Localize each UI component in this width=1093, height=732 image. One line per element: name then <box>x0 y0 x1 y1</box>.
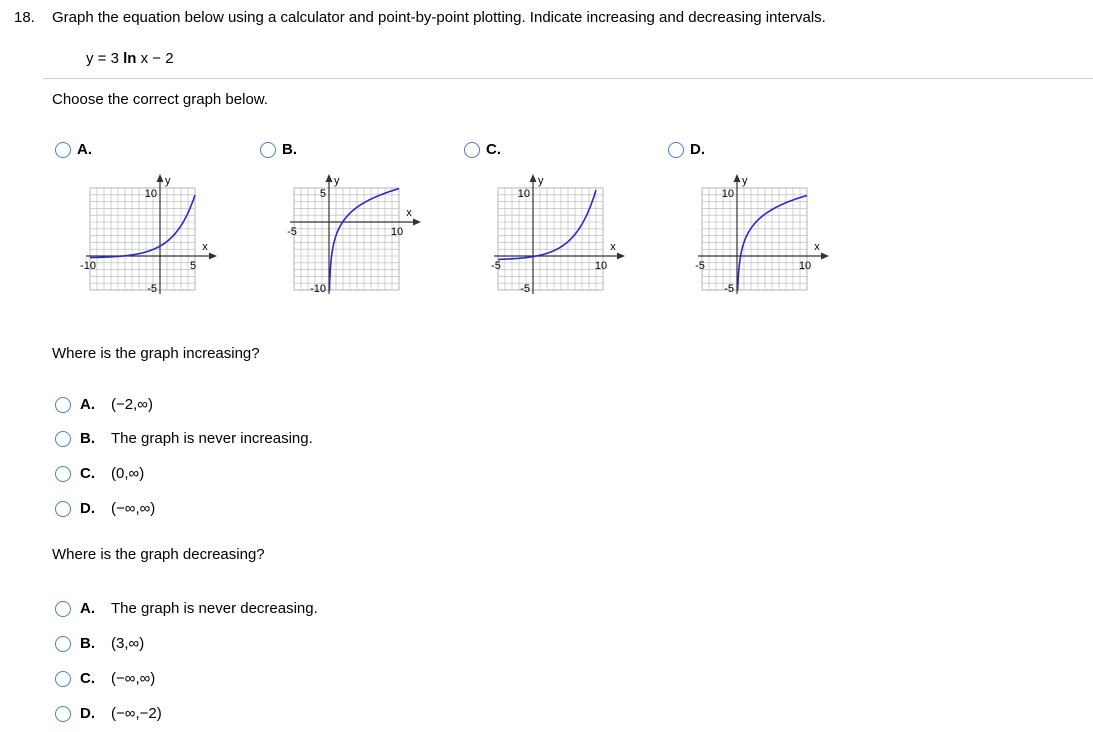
x-axis-label: x <box>406 207 412 219</box>
option-letter: D. <box>80 500 95 517</box>
y-axis-arrow <box>157 174 164 182</box>
radio-button[interactable] <box>55 501 71 517</box>
tick-label-ymax: 10 <box>517 188 530 200</box>
graph-a[interactable] <box>74 168 224 298</box>
choose-prompt: Choose the correct graph below. <box>52 91 268 108</box>
equation-suffix: x − 2 <box>136 50 174 67</box>
option-letter: B. <box>80 635 95 652</box>
x-axis-arrow <box>209 253 217 260</box>
grid-frame <box>90 188 195 290</box>
option-letter: D. <box>80 705 95 722</box>
radio-button[interactable] <box>260 142 276 158</box>
increasing-prompt: Where is the graph increasing? <box>52 345 260 362</box>
option-letter: C. <box>80 465 95 482</box>
y-axis-arrow <box>530 174 537 182</box>
tick-label-xmin: -10 <box>80 260 96 272</box>
decreasing-option-a[interactable] <box>55 600 318 617</box>
tick-label-ymin: -10 <box>310 283 326 295</box>
graph-option-b[interactable] <box>260 141 297 158</box>
option-text: (−2,∞) <box>111 396 153 413</box>
x-axis-arrow <box>413 219 421 226</box>
tick-label-xmax: 5 <box>189 260 197 272</box>
radio-button[interactable] <box>668 142 684 158</box>
tick-label-xmin: -5 <box>491 260 501 272</box>
radio-button[interactable] <box>464 142 480 158</box>
option-text: The graph is never decreasing. <box>111 600 318 617</box>
decreasing-option-d[interactable] <box>55 705 162 722</box>
radio-button[interactable] <box>55 431 71 447</box>
option-text: (0,∞) <box>111 465 145 482</box>
tick-label-ymin: -5 <box>520 283 530 295</box>
x-axis-label: x <box>202 241 208 253</box>
option-letter: A. <box>77 141 92 158</box>
option-letter: C. <box>80 670 95 687</box>
y-axis-label: y <box>165 175 171 187</box>
option-letter: B. <box>80 430 95 447</box>
option-letter: A. <box>80 396 95 413</box>
divider <box>43 78 1093 79</box>
x-axis-arrow <box>821 253 829 260</box>
tick-label-ymax: 10 <box>721 188 734 200</box>
option-letter: A. <box>80 600 95 617</box>
question-text: Graph the equation below using a calculator and point-by-point plotting. Indicate increasing and decreasing intervals. <box>52 9 826 26</box>
tick-label-ymax: 10 <box>144 188 157 200</box>
x-axis-label: x <box>814 241 820 253</box>
option-letter: B. <box>282 141 297 158</box>
option-text: The graph is never increasing. <box>111 430 313 447</box>
y-axis-arrow <box>326 174 333 182</box>
graph-option-c[interactable] <box>464 141 501 158</box>
increasing-option-b[interactable] <box>55 430 313 447</box>
y-axis-label: y <box>742 175 748 187</box>
increasing-option-d[interactable] <box>55 500 155 517</box>
graph-b[interactable] <box>278 168 428 298</box>
decreasing-prompt: Where is the graph decreasing? <box>52 546 265 563</box>
option-letter: D. <box>690 141 705 158</box>
tick-label-xmax: 10 <box>798 260 812 272</box>
decreasing-option-b[interactable] <box>55 635 144 652</box>
graph-c[interactable] <box>482 168 632 298</box>
tick-label-xmin: -5 <box>287 226 297 238</box>
graph-option-d[interactable] <box>668 141 705 158</box>
option-letter: C. <box>486 141 501 158</box>
radio-button[interactable] <box>55 397 71 413</box>
increasing-option-c[interactable] <box>55 465 144 482</box>
equation-ln: ln <box>123 50 137 67</box>
radio-button[interactable] <box>55 601 71 617</box>
tick-label-xmin: -5 <box>695 260 705 272</box>
radio-button[interactable] <box>55 706 71 722</box>
option-text: (−∞,∞) <box>111 670 156 687</box>
x-axis-arrow <box>617 253 625 260</box>
option-text: (−∞,∞) <box>111 500 156 517</box>
tick-label-ymin: -5 <box>147 283 157 295</box>
tick-label-xmax: 10 <box>390 226 404 238</box>
graph-d[interactable] <box>686 168 836 298</box>
option-text: (3,∞) <box>111 635 145 652</box>
equation-prefix: y = 3 <box>86 50 124 67</box>
equation <box>86 50 174 67</box>
y-axis-label: y <box>538 175 544 187</box>
grid-frame <box>294 188 399 290</box>
radio-button[interactable] <box>55 671 71 687</box>
y-axis-label: y <box>334 175 340 187</box>
grid-frame <box>498 188 603 290</box>
grid-frame <box>702 188 807 290</box>
radio-button[interactable] <box>55 636 71 652</box>
tick-label-ymax: 5 <box>319 188 326 200</box>
option-text: (−∞,−2) <box>111 705 162 722</box>
increasing-option-a[interactable] <box>55 396 153 413</box>
decreasing-option-c[interactable] <box>55 670 155 687</box>
graph-option-a[interactable] <box>55 141 92 158</box>
tick-label-xmax: 10 <box>594 260 608 272</box>
x-axis-label: x <box>610 241 616 253</box>
tick-label-ymin: -5 <box>724 283 734 295</box>
y-axis-arrow <box>734 174 741 182</box>
radio-button[interactable] <box>55 466 71 482</box>
question-number: 18. <box>14 9 35 26</box>
radio-button[interactable] <box>55 142 71 158</box>
